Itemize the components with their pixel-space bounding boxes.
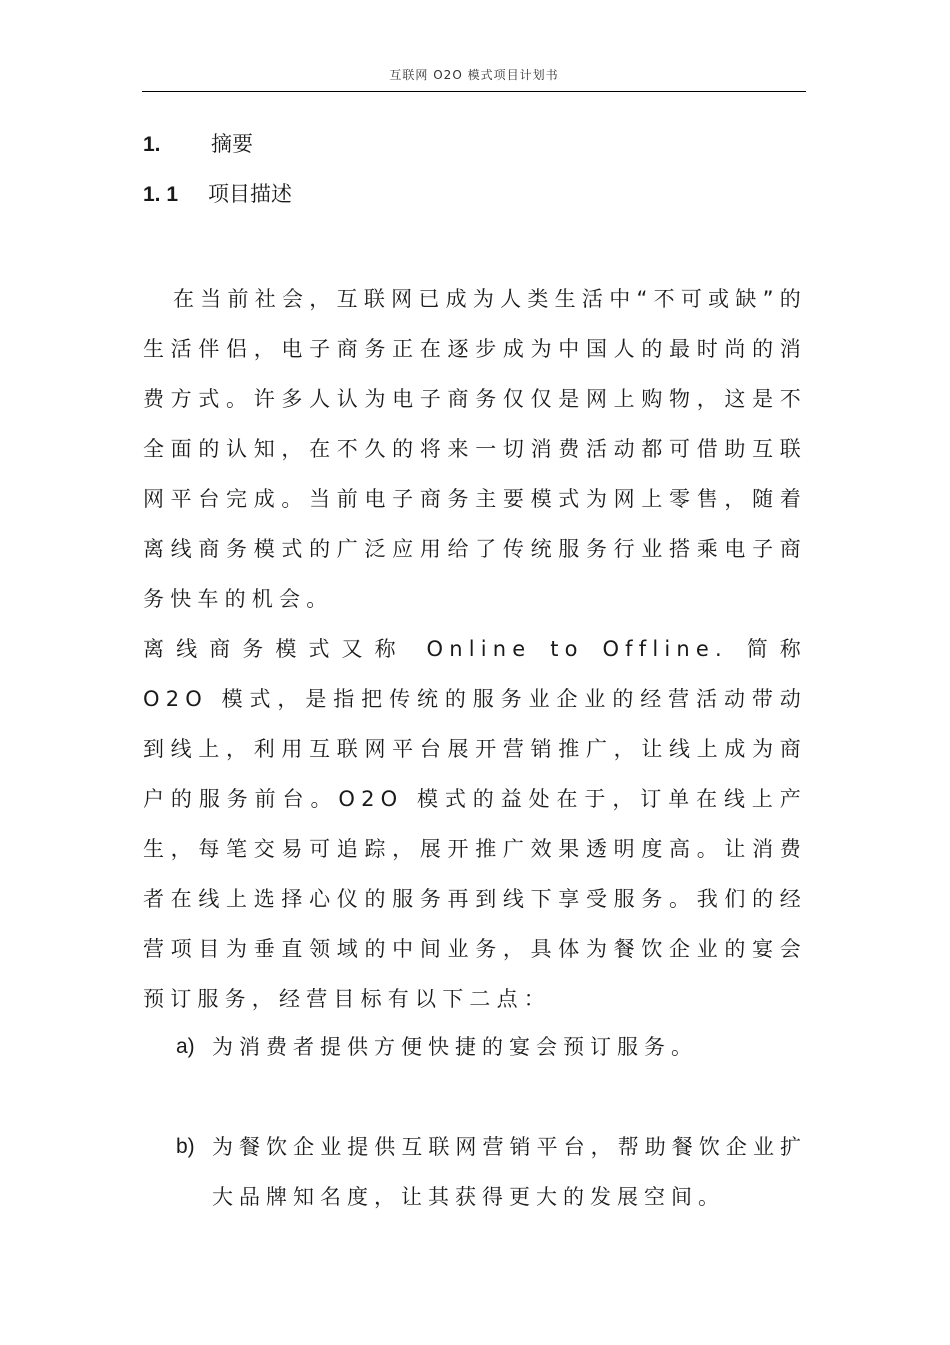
running-header: 互联网 O2O 模式项目计划书 — [389, 68, 559, 82]
list-marker: b) — [176, 1135, 195, 1158]
section-title: 摘要 — [211, 132, 253, 156]
list-item-b — [176, 1122, 807, 1222]
section-heading-summary — [143, 130, 253, 159]
subsection-title: 项目描述 — [208, 182, 292, 206]
section-number: 1. — [143, 133, 161, 156]
subsection-heading-project-description — [143, 180, 292, 209]
header-rule — [142, 91, 806, 92]
list-marker: a) — [176, 1035, 195, 1058]
body-paragraph: 离线商务模式又称 Online to Offline. 简称 O2O 模式，是指把传统的服务业企业的经营活动带动到线上，利用互联网平台展开营销推广，让线上成为商户的服务前台。O2O 模式的益处在于，订单在线上产生，每笔交易可追踪，展开推广效果透明度高。让消费者在线上选择心仪的服务再到线下享受服务。我们的经营项目为垂直领域的中间业务，具体为餐饮企业的宴会预订服务，经营目标有以下二点： — [143, 637, 807, 1011]
subsection-number: 1. 1 — [143, 183, 179, 206]
list-item-text: 为消费者提供方便快捷的宴会预订服务。 — [212, 1035, 698, 1059]
list-item-a — [176, 1022, 807, 1072]
list-item-text: 为餐饮企业提供互联网营销平台，帮助餐饮企业扩大品牌知名度，让其获得更大的发展空间。 — [212, 1135, 807, 1209]
body-paragraph: 在当前社会，互联网已成为人类生活中“不可或缺”的生活伴侣，电子商务正在逐步成为中国人的最时尚的消费方式。许多人认为电子商务仅仅是网上购物，这是不全面的认知，在不久的将来一切消费活动都可借助互联网平台完成。当前电子商务主要模式为网上零售，随着离线商务模式的广泛应用给了传统服务行业搭乘电子商务快车的机会。 — [143, 287, 807, 611]
